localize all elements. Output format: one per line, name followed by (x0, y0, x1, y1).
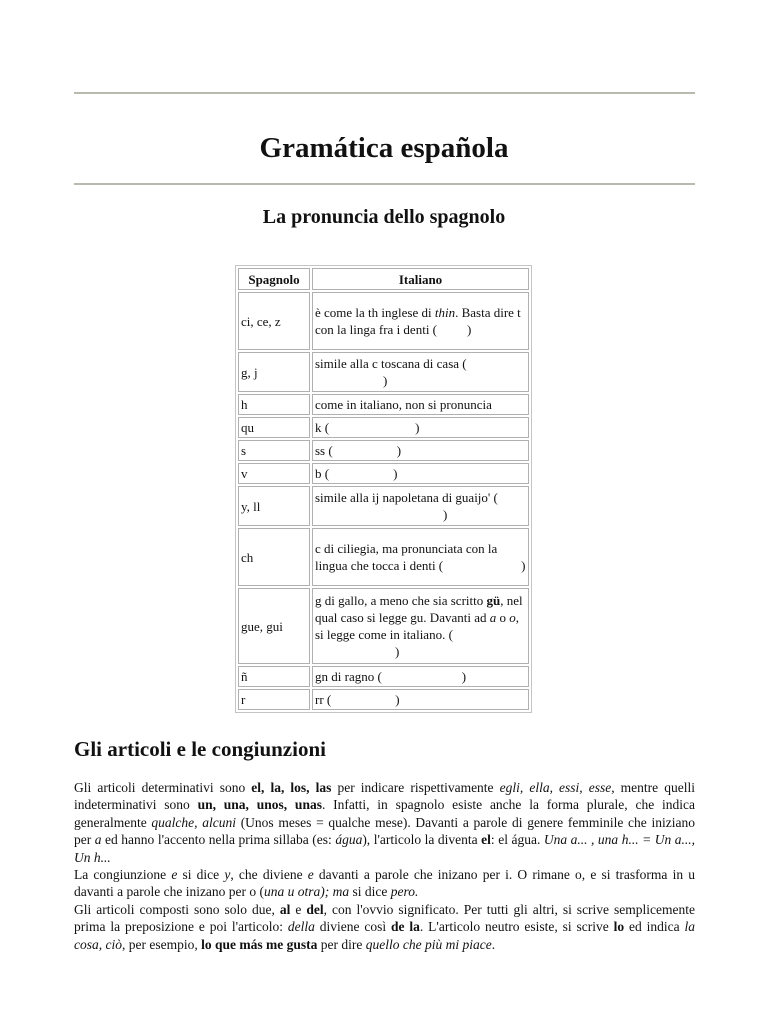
header-spagnolo: Spagnolo (238, 268, 310, 290)
top-divider (74, 92, 695, 94)
cell-italiano: è come la th inglese di thin. Basta dire t con la linga fra i denti ( ) (312, 292, 529, 350)
cell-italiano: b ( ) (312, 463, 529, 484)
table-row (238, 666, 529, 687)
articoli-body (74, 779, 695, 953)
table-row (238, 463, 529, 484)
table-row (238, 486, 529, 526)
table-row (238, 417, 529, 438)
cell-spagnolo: ñ (238, 666, 310, 687)
cell-spagnolo: y, ll (238, 486, 310, 526)
cell-spagnolo: v (238, 463, 310, 484)
cell-italiano: c di ciliegia, ma pronunciata con la lingua che tocca i denti ( ) (312, 528, 529, 586)
table-row (238, 394, 529, 415)
pronunciation-table (235, 265, 532, 713)
table-row (238, 588, 529, 664)
cell-spagnolo: ch (238, 528, 310, 586)
cell-italiano: rr ( ) (312, 689, 529, 710)
cell-spagnolo: r (238, 689, 310, 710)
section-heading-pronuncia: La pronuncia dello spagnolo (262, 206, 506, 228)
cell-spagnolo: g, j (238, 352, 310, 392)
section-heading-articoli: Gli articoli e le congiunzioni (74, 737, 326, 761)
cell-italiano: simile alla ij napoletana di guaijo' () (312, 486, 529, 526)
title-divider (74, 183, 695, 185)
table-row (238, 292, 529, 350)
cell-italiano: g di gallo, a meno che sia scritto gü, nel qual caso si legge gu. Davanti ad a o o, si legge come in italiano. () (312, 588, 529, 664)
paragraph-congiunzioni: La congiunzione e si dice y, che diviene e davanti a parole che inizano per i. O rimane o, e si trasforma in u davanti a parole che inizano per o (una u otra); ma si dice pero. (74, 867, 695, 900)
table-row (238, 528, 529, 586)
table-header-row (238, 268, 529, 290)
cell-italiano: k ( ) (312, 417, 529, 438)
cell-spagnolo: h (238, 394, 310, 415)
header-italiano: Italiano (312, 268, 529, 290)
cell-spagnolo: gue, gui (238, 588, 310, 664)
paragraph-articoli-determinativi: Gli articoli determinativi sono el, la, los, las per indicare rispettivamente egli, ella, essi, esse, mentre quelli indeterminativi sono un, una, unos, unas. Infatti, in spagnolo esiste anche la forma plurale, che indica generalmente qualche, alcuni (Unos meses = qualche mese). Davanti a parole di genere femminile che iniziano per a ed hanno l'accento nella prima sillaba (es: água), l'articolo la diventa el: el água. Una a... , una h... = Un a..., Un h... (74, 780, 696, 865)
cell-spagnolo: ci, ce, z (238, 292, 310, 350)
table-row (238, 689, 529, 710)
cell-italiano: simile alla c toscana di casa () (312, 352, 529, 392)
cell-italiano: ss ( ) (312, 440, 529, 461)
table-row (238, 352, 529, 392)
paragraph-articoli-composti: Gli articoli composti sono solo due, al e del, con l'ovvio significato. Per tutti gli altri, si scrive semplicemente prima la preposizione e poi l'articolo: della diviene così de la. L'articolo neutro esiste, si scrive lo ed indica la cosa, ciò, per esempio, lo que más me gusta per dire quello che più mi piace. (74, 901, 696, 952)
cell-spagnolo: s (238, 440, 310, 461)
cell-italiano: gn di ragno ( ) (312, 666, 529, 687)
cell-italiano: come in italiano, non si pronuncia (312, 394, 529, 415)
page-title: Gramática española (259, 132, 509, 164)
table-row (238, 440, 529, 461)
cell-spagnolo: qu (238, 417, 310, 438)
